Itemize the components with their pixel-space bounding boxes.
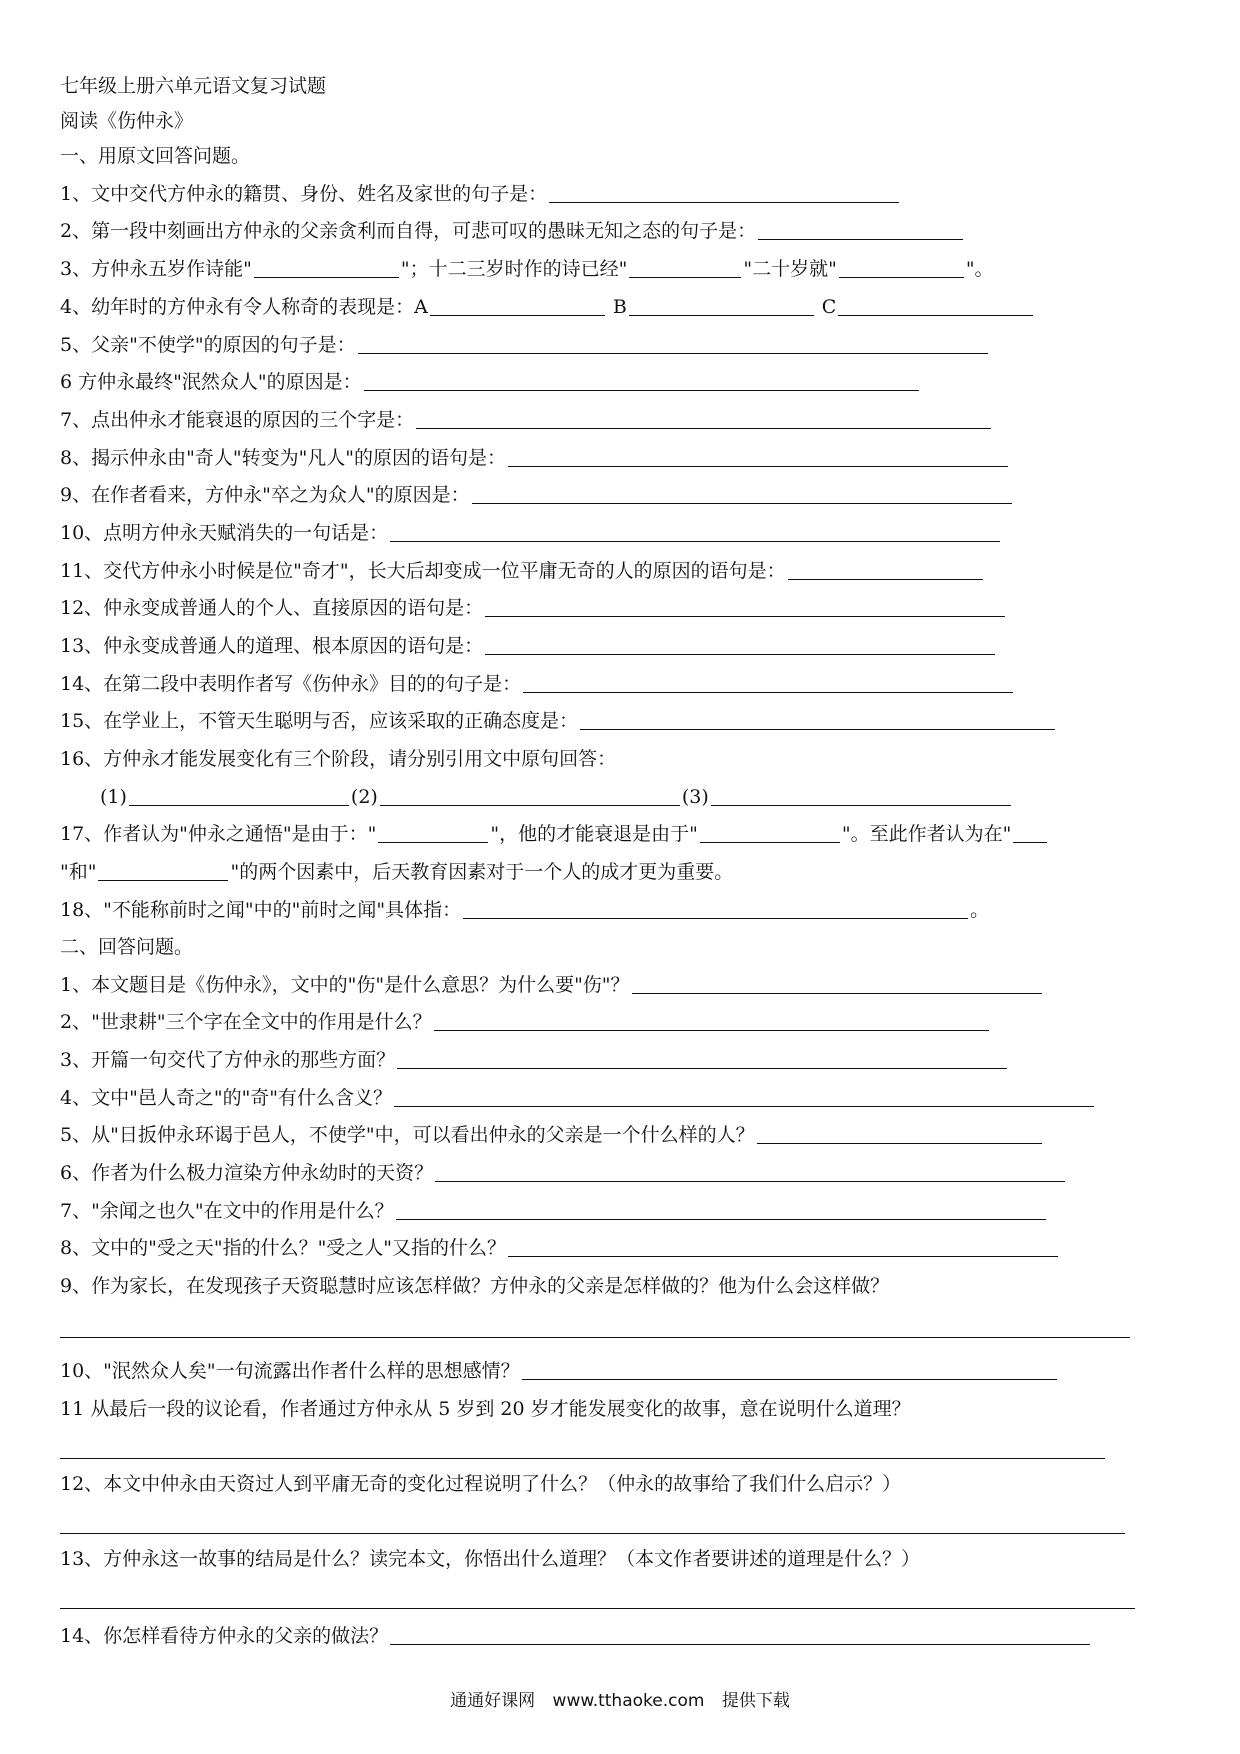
answer-blank[interactable] bbox=[839, 277, 964, 278]
question-text: 4、文中"邑人奇之"的"奇"有什么含义？ bbox=[60, 1087, 393, 1109]
s1-question-16 bbox=[60, 735, 616, 771]
answer-blank-2[interactable] bbox=[380, 805, 680, 806]
question-text: 1、本文题目是《伤仲永》，文中的"伤"是什么意思？为什么要"伤"？ bbox=[60, 974, 630, 996]
question-text: 5、从"日扳仲永环谒于邑人，不使学"中，可以看出仲永的父亲是一个什么样的人？ bbox=[60, 1124, 755, 1146]
question-text: 6 方仲永最终"泯然众人"的原因是： bbox=[60, 371, 362, 393]
s1-question-5 bbox=[60, 321, 990, 357]
question-text: 。 bbox=[970, 899, 990, 921]
s2-question-7 bbox=[60, 1187, 1048, 1223]
answer-blank-2[interactable] bbox=[700, 842, 840, 843]
s2-question-11 bbox=[60, 1385, 911, 1421]
answer-blank[interactable] bbox=[549, 202, 899, 203]
question-text: 12、仲永变成普通人的个人、直接原因的语句是： bbox=[60, 597, 484, 619]
question-text: 1、文中交代方仲永的籍贯、身份、姓名及家世的句子是： bbox=[60, 183, 548, 205]
s1-question-8 bbox=[60, 434, 1010, 470]
part-label-2: (2) bbox=[350, 786, 378, 808]
s1-question-3 bbox=[60, 245, 994, 281]
question-text: 3、方仲永五岁作诗能" bbox=[60, 258, 252, 280]
answer-blank[interactable] bbox=[580, 729, 1055, 730]
question-text: 7、"余闻之也久"在文中的作用是什么？ bbox=[60, 1200, 394, 1222]
answer-blank[interactable] bbox=[463, 918, 968, 919]
s2-question-12 bbox=[60, 1460, 901, 1496]
title-text: 七年级上册六单元语文复习试题 bbox=[60, 75, 327, 97]
s2-question-4 bbox=[60, 1074, 1096, 1110]
answer-blank[interactable] bbox=[396, 1219, 1046, 1220]
question-text: 2、"世隶耕"三个字在全文中的作用是什么？ bbox=[60, 1011, 432, 1033]
answer-blank[interactable] bbox=[485, 654, 995, 655]
question-text: 4、幼年时的方仲永有令人称奇的表现是：A bbox=[60, 296, 428, 318]
question-text: 10、"泯然众人矣"一句流露出作者什么样的思想感情？ bbox=[60, 1360, 520, 1382]
answer-blank[interactable] bbox=[757, 1143, 1042, 1144]
part-label-1: (1) bbox=[100, 786, 127, 808]
s2-question-13 bbox=[60, 1535, 920, 1571]
answer-blank[interactable] bbox=[523, 692, 1013, 693]
s1-question-11 bbox=[60, 547, 985, 583]
answer-blank[interactable] bbox=[254, 277, 399, 278]
question-text: 13、仲永变成普通人的道理、根本原因的语句是： bbox=[60, 635, 484, 657]
section2-heading bbox=[60, 923, 193, 959]
answer-blank-c[interactable] bbox=[838, 315, 1033, 316]
answer-blank[interactable] bbox=[508, 1256, 1058, 1257]
s1-question-9 bbox=[60, 471, 1014, 507]
question-text: 7、点出仲永才能衰退的原因的三个字是： bbox=[60, 409, 415, 431]
s2-question-1 bbox=[60, 961, 1044, 997]
s1-question-7 bbox=[60, 396, 993, 432]
question-text: 17、作者认为"仲永之通悟"是由于：" bbox=[60, 823, 377, 845]
answer-blank[interactable] bbox=[394, 1106, 1094, 1107]
answer-blank[interactable] bbox=[358, 353, 988, 354]
question-text: "，他的才能衰退是由于" bbox=[490, 823, 698, 845]
s1-question-2 bbox=[60, 207, 965, 243]
s2-question-9-answer-line[interactable] bbox=[60, 1337, 1130, 1338]
answer-blank[interactable] bbox=[522, 1379, 1057, 1380]
reading-text: 阅读《伤仲永》 bbox=[60, 110, 194, 132]
answer-blank[interactable] bbox=[435, 1181, 1065, 1182]
question-text: 18、"不能称前时之闻"中的"前时之闻"具体指： bbox=[60, 899, 462, 921]
question-text: 6、作者为什么极力渲染方仲永幼时的天资？ bbox=[60, 1162, 434, 1184]
question-text: "和" bbox=[60, 861, 97, 883]
s2-question-2 bbox=[60, 998, 991, 1034]
answer-blank-a[interactable] bbox=[430, 315, 605, 316]
s2-question-10 bbox=[60, 1347, 1059, 1383]
question-text: "。 bbox=[965, 258, 994, 280]
answer-blank[interactable] bbox=[397, 1068, 1007, 1069]
worksheet-title bbox=[60, 62, 326, 98]
question-text: "；十二三岁时作的诗已经" bbox=[400, 258, 628, 280]
answer-blank-b[interactable] bbox=[629, 315, 814, 316]
s2-question-13-answer-line[interactable] bbox=[60, 1608, 1135, 1609]
question-text: "的两个因素中，后天教育因素对于一个人的成才更为重要。 bbox=[230, 861, 734, 883]
question-text: 11 从最后一段的议论看，作者通过方仲永从 5 岁到 20 岁才能发展变化的故事，意在说明什么道理？ bbox=[60, 1398, 911, 1420]
question-text: 14、在第二段中表明作者写《伤仲永》目的的句子是： bbox=[60, 673, 522, 695]
s2-question-3 bbox=[60, 1036, 1009, 1072]
reading-title bbox=[60, 97, 193, 133]
s2-question-5 bbox=[60, 1111, 1044, 1147]
question-text: 14、你怎样看待方仲永的父亲的做法？ bbox=[60, 1625, 389, 1647]
s1-question-16-parts bbox=[100, 773, 1013, 809]
s2-question-14 bbox=[60, 1612, 1092, 1648]
question-text: 9、在作者看来，方仲永"卒之为众人"的原因是： bbox=[60, 484, 470, 506]
part-label-3: (3) bbox=[681, 786, 709, 808]
answer-blank[interactable] bbox=[632, 993, 1042, 994]
question-text: 3、开篇一句交代了方仲永的那些方面？ bbox=[60, 1049, 396, 1071]
answer-blank[interactable] bbox=[788, 579, 983, 580]
s2-question-8 bbox=[60, 1224, 1060, 1260]
option-label-c: C bbox=[821, 296, 837, 318]
answer-blank-3[interactable] bbox=[1013, 842, 1047, 843]
answer-blank[interactable] bbox=[485, 616, 1005, 617]
s1-question-17 bbox=[60, 810, 1049, 846]
question-text: 16、方仲永才能发展变化有三个阶段，请分别引用文中原句回答： bbox=[60, 748, 617, 770]
s2-question-11-answer-line[interactable] bbox=[60, 1458, 1105, 1459]
s2-question-9 bbox=[60, 1262, 889, 1298]
s1-question-15 bbox=[60, 697, 1057, 733]
question-text: "。至此作者认为在" bbox=[841, 823, 1012, 845]
s1-question-6 bbox=[60, 358, 921, 394]
s1-question-12 bbox=[60, 584, 1007, 620]
s1-question-10 bbox=[60, 509, 1002, 545]
section2-heading-text: 二、回答问题。 bbox=[60, 936, 194, 958]
answer-blank[interactable] bbox=[472, 503, 1012, 504]
answer-blank[interactable] bbox=[434, 1030, 989, 1031]
footer-url[interactable]: www.tthaoke.com bbox=[552, 1691, 705, 1711]
question-text: 9、作为家长，在发现孩子天资聪慧时应该怎样做？方仲永的父亲是怎样做的？他为什么会这样做？ bbox=[60, 1275, 890, 1297]
s1-question-13 bbox=[60, 622, 997, 658]
footer-note: 提供下载 bbox=[721, 1691, 790, 1711]
s1-question-14 bbox=[60, 660, 1015, 696]
question-text: 11、交代方仲永小时候是位"奇才"，长大后却变成一位平庸无奇的人的原因的语句是： bbox=[60, 560, 786, 582]
s1-question-1 bbox=[60, 170, 901, 206]
option-label-b: B bbox=[612, 296, 627, 318]
s2-question-6 bbox=[60, 1149, 1067, 1185]
answer-blank[interactable] bbox=[390, 1644, 1090, 1645]
question-text: 12、本文中仲永由天资过人到平庸无奇的变化过程说明了什么？（仲永的故事给了我们什么启示？） bbox=[60, 1473, 902, 1495]
s1-question-4 bbox=[60, 283, 1035, 319]
answer-blank[interactable] bbox=[364, 390, 919, 391]
s2-question-12-answer-line[interactable] bbox=[60, 1533, 1125, 1534]
question-text: 2、第一段中刻画出方仲永的父亲贪利而自得，可悲可叹的愚昧无知之态的句子是： bbox=[60, 220, 757, 242]
question-text: 8、揭示仲永由"奇人"转变为"凡人"的原因的语句是： bbox=[60, 447, 507, 469]
question-text: 8、文中的"受之天"指的什么？"受之人"又指的什么？ bbox=[60, 1237, 507, 1259]
answer-blank[interactable] bbox=[758, 239, 963, 240]
question-text: 5、父亲"不使学"的原因的句子是： bbox=[60, 334, 356, 356]
answer-blank[interactable] bbox=[390, 541, 1000, 542]
answer-blank[interactable] bbox=[416, 428, 991, 429]
answer-blank[interactable] bbox=[508, 466, 1008, 467]
answer-blank[interactable] bbox=[629, 277, 741, 278]
s1-question-17-continued bbox=[60, 848, 733, 884]
answer-blank-3[interactable] bbox=[711, 805, 1011, 806]
page-footer bbox=[0, 1686, 1240, 1711]
question-text: 15、在学业上，不管天生聪明与否，应该采取的正确态度是： bbox=[60, 710, 579, 732]
section1-heading-text: 一、用原文回答问题。 bbox=[60, 145, 251, 167]
footer-site-name: 通通好课网 bbox=[450, 1691, 536, 1711]
question-text: "二十岁就" bbox=[743, 258, 837, 280]
question-text: 10、点明方仲永天赋消失的一句话是： bbox=[60, 522, 389, 544]
question-text: 13、方仲永这一故事的结局是什么？读完本文，你悟出什么道理？（本文作者要讲述的道理是什么？） bbox=[60, 1548, 921, 1570]
section1-heading bbox=[60, 132, 250, 168]
answer-blank-1[interactable] bbox=[378, 842, 488, 843]
answer-blank-1[interactable] bbox=[129, 805, 349, 806]
s1-question-18 bbox=[60, 886, 989, 922]
answer-blank-4[interactable] bbox=[98, 880, 228, 881]
